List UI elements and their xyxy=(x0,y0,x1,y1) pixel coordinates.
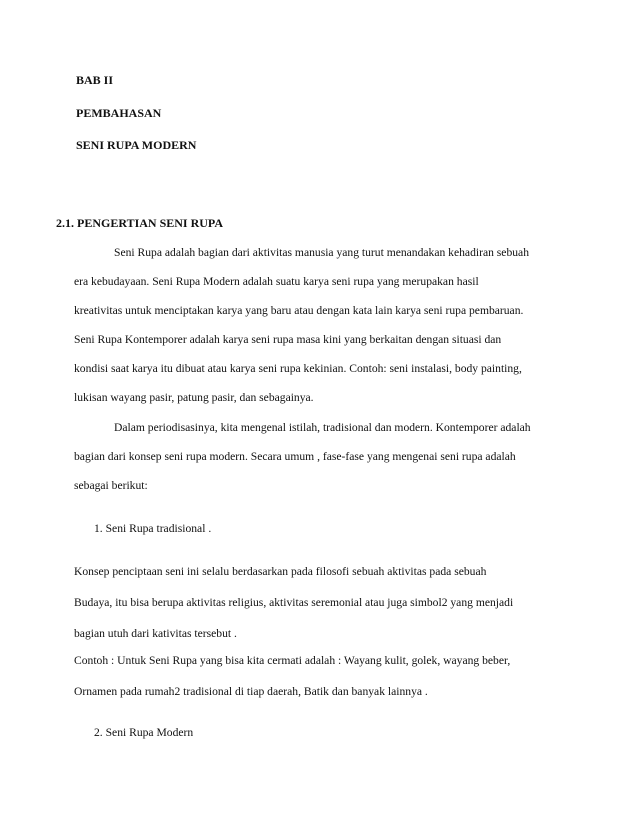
paragraph-2-line-2: bagian dari konsep seni rupa modern. Secara umum , fase-fase yang mengenai seni rupa adalah xyxy=(74,450,516,463)
paragraph-1-line-5: kondisi saat karya itu dibuat atau karya seni rupa kekinian. Contoh: seni instalasi, body painting, xyxy=(74,362,522,375)
list-item-1: 1. Seni Rupa tradisional . xyxy=(94,522,212,535)
chapter-subtitle: SENI RUPA MODERN xyxy=(76,138,197,152)
chapter-label: BAB II xyxy=(76,73,114,87)
chapter-title: PEMBAHASAN xyxy=(76,106,162,120)
paragraph-1-line-3: kreativitas untuk menciptakan karya yang baru atau dengan kata lain karya seni rupa pembaruan. xyxy=(74,304,524,317)
paragraph-3-line-3: bagian utuh dari kativitas tersebut . xyxy=(74,627,237,640)
paragraph-3-line-4: Contoh : Untuk Seni Rupa yang bisa kita cermati adalah : Wayang kulit, golek, wayang beber, xyxy=(74,654,511,667)
paragraph-3-line-1: Konsep penciptaan seni ini selalu berdasarkan pada filosofi sebuah aktivitas pada sebuah xyxy=(74,565,487,578)
paragraph-2-line-1: Dalam periodisasinya, kita mengenal istilah, tradisional dan modern. Kontemporer adalah xyxy=(114,421,531,434)
paragraph-1-line-6: lukisan wayang pasir, patung pasir, dan sebagainya. xyxy=(74,391,314,404)
section-heading: 2.1. PENGERTIAN SENI RUPA xyxy=(56,216,224,230)
list-item-2: 2. Seni Rupa Modern xyxy=(94,726,194,739)
paragraph-1-line-1: Seni Rupa adalah bagian dari aktivitas manusia yang turut menandakan kehadiran sebuah xyxy=(114,246,529,259)
paragraph-1-line-2: era kebudayaan. Seni Rupa Modern adalah suatu karya seni rupa yang merupakan hasil xyxy=(74,275,479,288)
paragraph-2-line-3: sebagai berikut: xyxy=(74,479,148,492)
paragraph-3-line-5: Ornamen pada rumah2 tradisional di tiap daerah, Batik dan banyak lainnya . xyxy=(74,685,428,698)
paragraph-1-line-4: Seni Rupa Kontemporer adalah karya seni rupa masa kini yang berkaitan dengan situasi dan xyxy=(74,333,502,346)
paragraph-3-line-2: Budaya, itu bisa berupa aktivitas religius, aktivitas seremonial atau juga simbol2 yang menjadi xyxy=(74,596,514,609)
